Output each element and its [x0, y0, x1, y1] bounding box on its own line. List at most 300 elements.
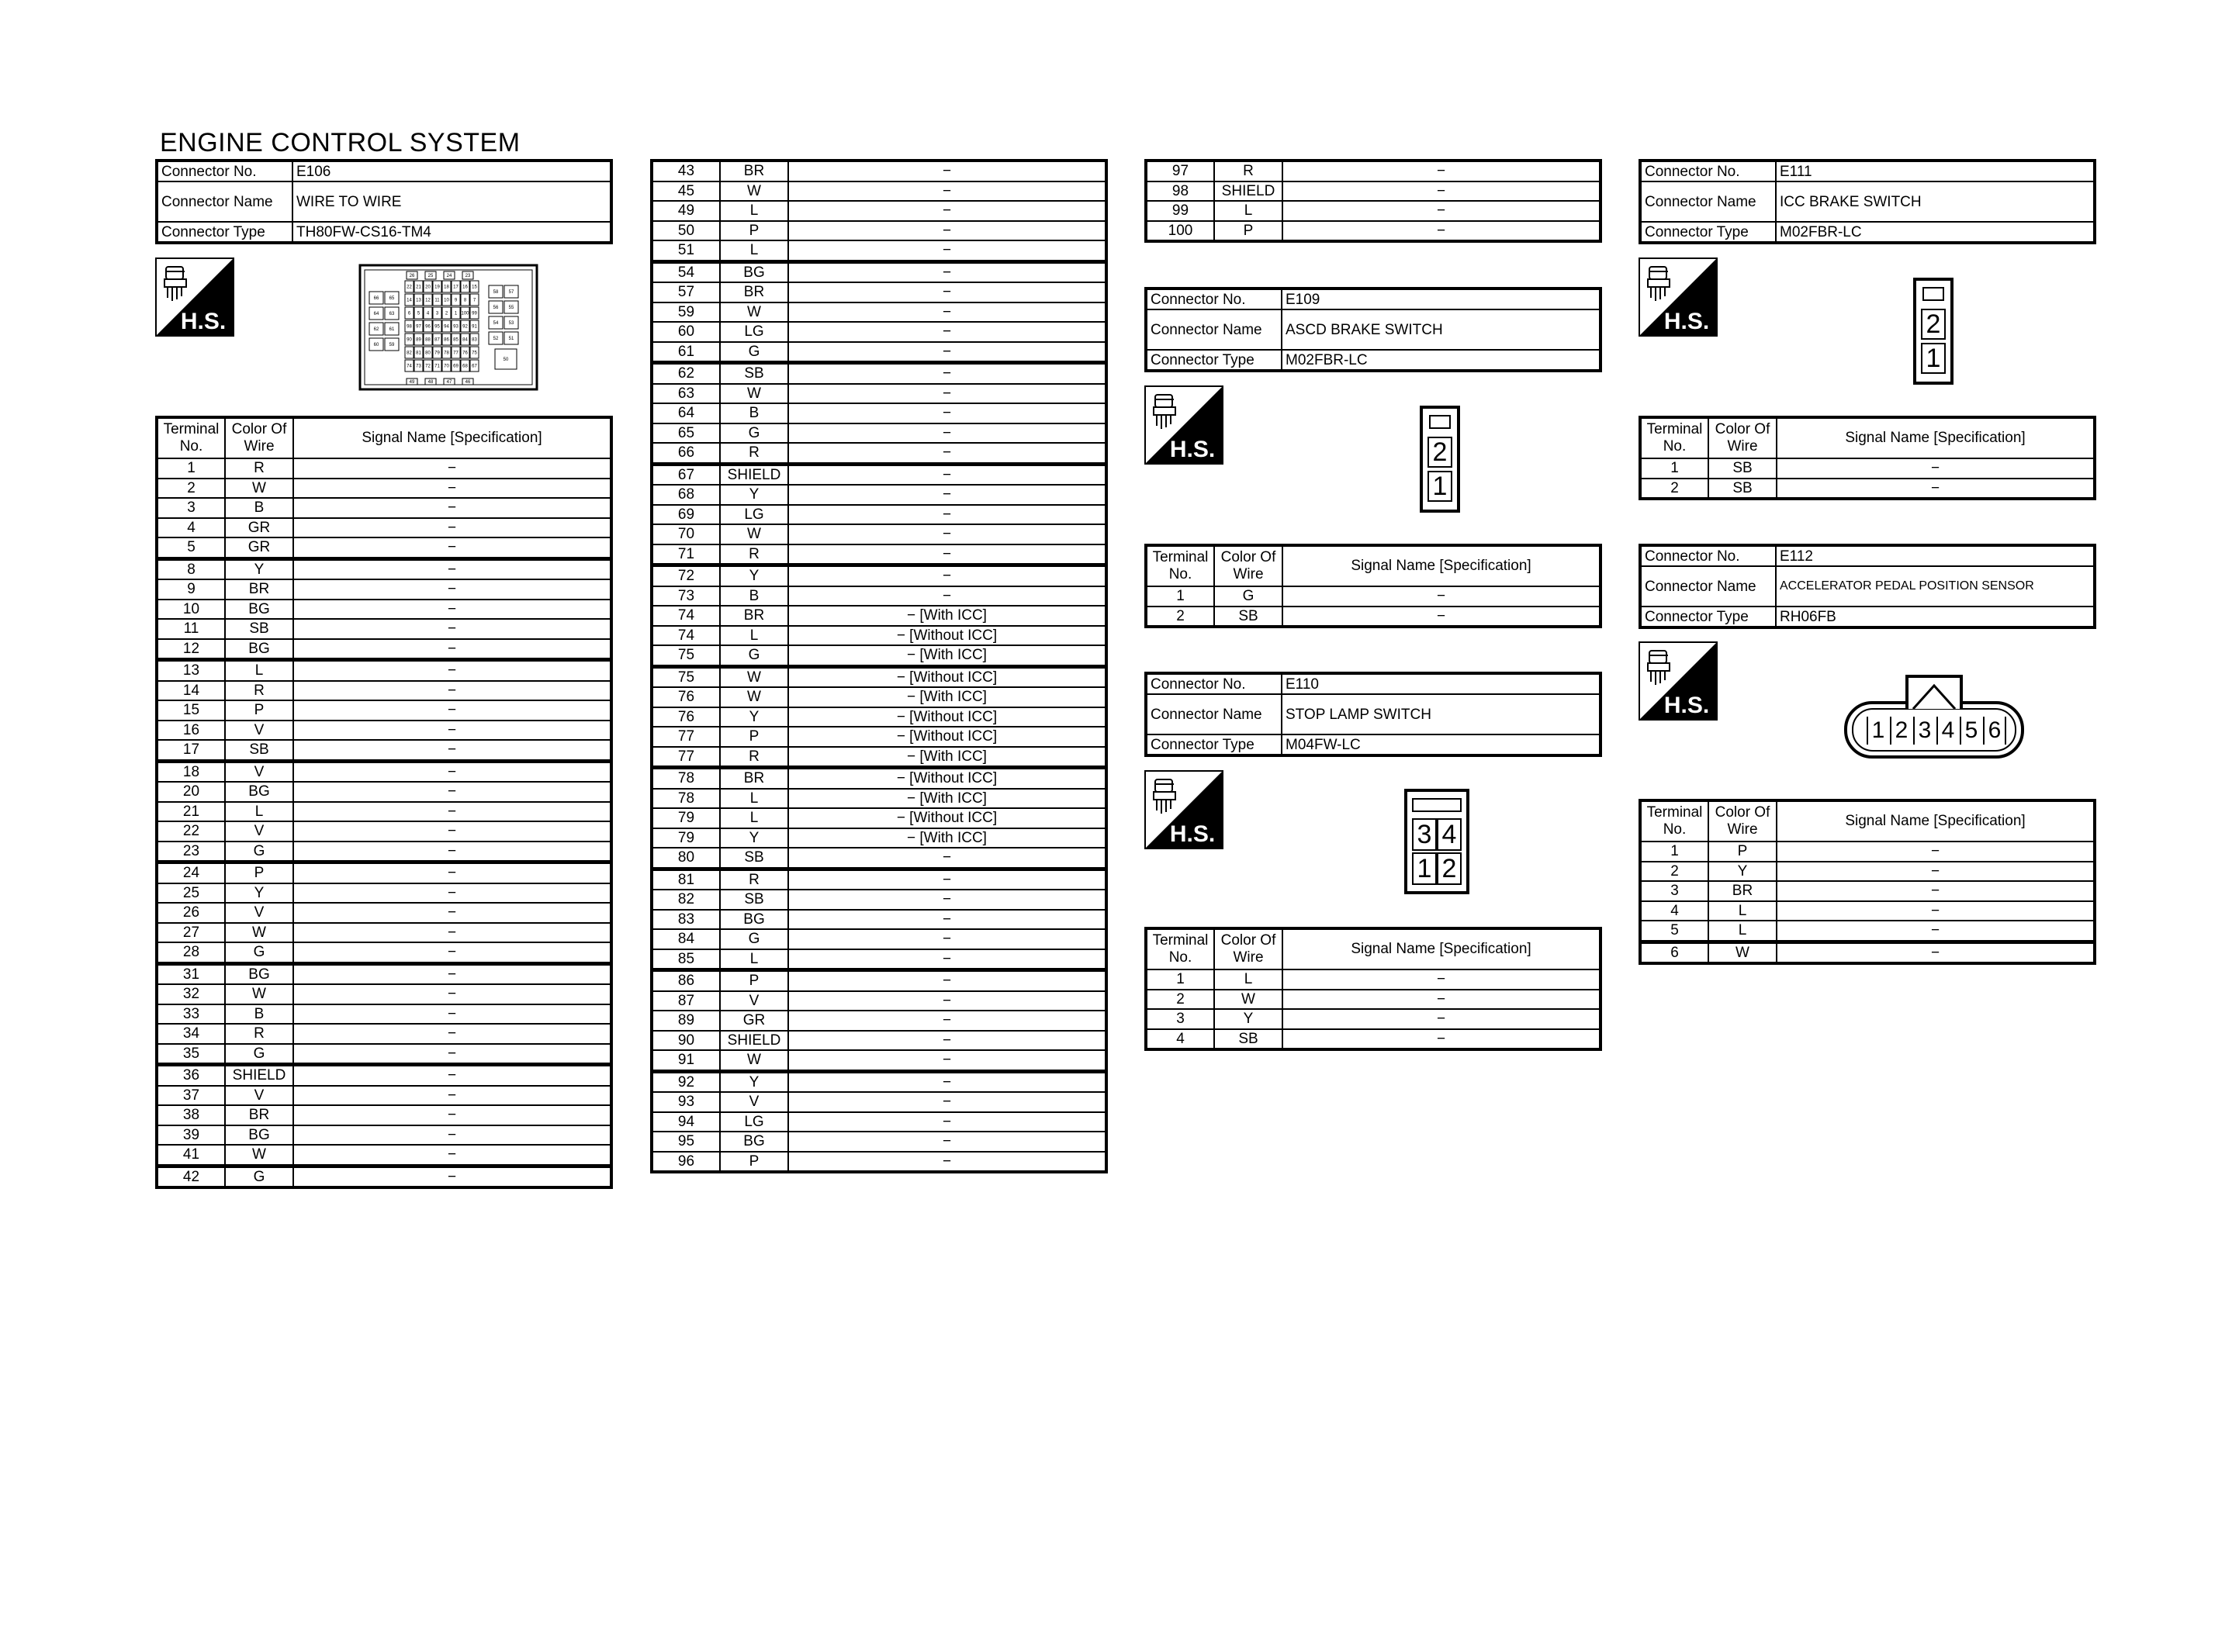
- signal-name-cell: −: [788, 161, 1106, 181]
- wire-color-cell: G: [720, 929, 788, 949]
- wire-color-cell: BG: [225, 639, 293, 660]
- pin-number: 93: [453, 324, 459, 330]
- signal-name-cell: −: [1777, 921, 2095, 942]
- terminal-row: [652, 1092, 1106, 1112]
- terminal-row: [157, 903, 611, 923]
- pin-number: 16: [462, 285, 468, 290]
- terminal-row: [652, 890, 1106, 910]
- terminal-row: [157, 1004, 611, 1025]
- connector-type-value: M02FBR-LC: [1282, 350, 1601, 371]
- terminal-row: [652, 970, 1106, 991]
- pin-number: 88: [425, 337, 431, 343]
- terminal-row: [157, 721, 611, 741]
- terminal-row: [157, 498, 611, 518]
- wire-color-cell: V: [225, 903, 293, 923]
- signal-name-cell: −: [788, 890, 1106, 910]
- hs-badge-text: H.S.: [1169, 821, 1216, 847]
- terminal-no-header: Terminal No.: [1640, 800, 1708, 842]
- terminal-row: [652, 544, 1106, 565]
- signal-name-cell: −: [293, 537, 611, 558]
- terminal-no-cell: 20: [157, 782, 225, 802]
- terminal-row: [652, 1112, 1106, 1132]
- terminal-no-cell: 100: [1146, 221, 1214, 242]
- terminal-no-cell: 1: [1146, 969, 1214, 990]
- connector-no-value: E112: [1776, 545, 2095, 566]
- signal-name-cell: − [Without ICC]: [788, 768, 1106, 789]
- terminal-no-cell: 12: [157, 639, 225, 660]
- terminal-row: [1146, 161, 1601, 181]
- connector-name-label: Connector Name: [157, 181, 292, 222]
- signal-name-cell: −: [293, 1044, 611, 1065]
- wire-color-cell: L: [1214, 201, 1282, 221]
- wire-color-cell: G: [720, 645, 788, 666]
- terminal-no-cell: 64: [652, 403, 720, 423]
- signal-name-cell: − [With ICC]: [788, 606, 1106, 626]
- signal-name-cell: −: [293, 518, 611, 538]
- terminal-row: [652, 261, 1106, 282]
- terminal-row: [1146, 181, 1601, 202]
- terminal-row: [652, 505, 1106, 525]
- terminal-no-cell: 14: [157, 681, 225, 701]
- terminal-row: [157, 579, 611, 600]
- pin-number: 72: [425, 364, 431, 369]
- terminal-row: [157, 639, 611, 660]
- pin-number: 78: [444, 351, 449, 356]
- wire-color-cell: G: [1214, 586, 1282, 607]
- pin-number: 21: [416, 285, 421, 290]
- connector-name-value: ACCELERATOR PEDAL POSITION SENSOR: [1776, 566, 2095, 607]
- terminal-no-cell: 51: [652, 240, 720, 261]
- wire-color-cell: SB: [720, 363, 788, 384]
- terminal-no-cell: 3: [1640, 881, 1708, 901]
- pin: 6: [1983, 717, 2006, 745]
- terminal-row: [157, 600, 611, 620]
- terminal-row: [157, 802, 611, 822]
- pin-number: 84: [462, 337, 468, 343]
- pin-number: 76: [462, 351, 468, 356]
- terminal-no-cell: 4: [157, 518, 225, 538]
- signal-name-cell: −: [788, 302, 1106, 323]
- terminal-no-cell: 24: [157, 862, 225, 883]
- wire-color-cell: BR: [720, 768, 788, 789]
- pin-number: 77: [453, 351, 459, 356]
- pin: 1: [1427, 471, 1452, 502]
- terminal-row: [157, 862, 611, 883]
- terminal-no-cell: 60: [652, 322, 720, 342]
- terminal-no-cell: 3: [1146, 1009, 1214, 1029]
- pin-number: 63: [389, 312, 395, 316]
- wire-color-cell: L: [720, 949, 788, 970]
- terminal-row: [157, 821, 611, 842]
- pin-number: 5: [417, 311, 420, 316]
- wire-color-cell: BG: [720, 261, 788, 282]
- pin-number: 89: [416, 337, 421, 343]
- connector-type-value: TH80FW-CS16-TM4: [292, 222, 611, 243]
- terminal-row: [652, 240, 1106, 261]
- pin-number: 81: [416, 351, 421, 356]
- terminal-no-cell: 1: [1640, 842, 1708, 862]
- pin-number: 4: [426, 311, 430, 316]
- connector-name-value: ICC BRAKE SWITCH: [1776, 181, 2095, 222]
- terminal-no-cell: 31: [157, 963, 225, 984]
- wire-color-cell: G: [225, 942, 293, 963]
- terminal-row: [652, 363, 1106, 384]
- signal-name-cell: −: [293, 842, 611, 862]
- terminal-row: [652, 1071, 1106, 1092]
- pin: 5: [1960, 717, 1981, 745]
- connector-no-label: Connector No.: [1640, 161, 1776, 181]
- pin: 2: [1437, 852, 1462, 885]
- wire-color-cell: P: [720, 221, 788, 241]
- signal-name-cell: −: [788, 524, 1106, 544]
- connector-name-label: Connector Name: [1146, 694, 1282, 734]
- signal-name-cell: −: [1282, 221, 1601, 242]
- terminal-row: [157, 1065, 611, 1086]
- signal-name-cell: −: [788, 544, 1106, 565]
- signal-name-cell: −: [1777, 842, 2095, 862]
- terminal-row: [652, 1031, 1106, 1051]
- pin-number: 53: [508, 321, 514, 326]
- wire-color-cell: Y: [225, 558, 293, 579]
- hs-badge-text: H.S.: [180, 309, 227, 334]
- terminal-no-cell: 57: [652, 282, 720, 302]
- connector-latch: [1412, 798, 1462, 812]
- terminal-row: [652, 687, 1106, 707]
- signal-name-header: Signal Name [Specification]: [1777, 417, 2095, 458]
- terminal-no-cell: 4: [1640, 901, 1708, 921]
- terminal-no-cell: 99: [1146, 201, 1214, 221]
- signal-name-cell: −: [1777, 942, 2095, 963]
- terminal-no-cell: 79: [652, 808, 720, 828]
- terminal-no-cell: 90: [652, 1031, 720, 1051]
- pin-number: 57: [508, 290, 514, 295]
- signal-name-cell: −: [788, 1071, 1106, 1092]
- pin-number: 82: [407, 351, 412, 356]
- pin-number: 80: [425, 351, 431, 356]
- signal-name-cell: −: [788, 282, 1106, 302]
- pin-number: 22: [407, 285, 412, 290]
- signal-name-cell: −: [1777, 862, 2095, 882]
- connector-info-e110: [1144, 672, 1602, 757]
- wire-color-cell: SB: [1708, 458, 1777, 479]
- terminal-no-cell: 62: [652, 363, 720, 384]
- signal-name-cell: −: [1282, 990, 1601, 1010]
- signal-name-header: Signal Name [Specification]: [1282, 928, 1601, 969]
- wire-color-cell: W: [1708, 942, 1777, 963]
- terminal-no-cell: 15: [157, 700, 225, 721]
- connector-info-e109: [1144, 287, 1602, 372]
- pin-number: 85: [453, 337, 459, 343]
- terminal-no-cell: 8: [157, 558, 225, 579]
- terminal-row: [157, 1024, 611, 1044]
- pin-number: 66: [373, 296, 379, 301]
- wire-color-cell: SB: [1214, 1029, 1282, 1050]
- terminal-no-cell: 4: [1146, 1029, 1214, 1050]
- terminal-row: [1146, 990, 1601, 1010]
- signal-name-cell: −: [788, 848, 1106, 869]
- signal-name-cell: −: [293, 740, 611, 761]
- signal-name-cell: −: [293, 558, 611, 579]
- terminal-row: [1640, 901, 2095, 921]
- signal-name-cell: −: [788, 1092, 1106, 1112]
- signal-name-cell: −: [788, 1152, 1106, 1173]
- terminal-row: [652, 808, 1106, 828]
- signal-name-cell: − [Without ICC]: [788, 626, 1106, 646]
- pin-number: 2: [445, 311, 448, 316]
- terminal-no-cell: 2: [1146, 990, 1214, 1010]
- terminal-no-header: Terminal No.: [157, 417, 225, 458]
- terminal-row: [157, 537, 611, 558]
- terminal-no-cell: 28: [157, 942, 225, 963]
- terminal-no-cell: 79: [652, 828, 720, 848]
- terminal-row: [157, 700, 611, 721]
- terminal-no-cell: 73: [652, 586, 720, 607]
- signal-name-cell: −: [788, 423, 1106, 444]
- wire-color-cell: R: [225, 1024, 293, 1044]
- wire-color-cell: W: [720, 666, 788, 687]
- pin-number: 17: [453, 285, 459, 290]
- wire-color-cell: W: [720, 384, 788, 404]
- signal-name-cell: −: [788, 949, 1106, 970]
- terminal-row: [157, 963, 611, 984]
- signal-name-cell: −: [1282, 1009, 1601, 1029]
- pin-number: 52: [493, 337, 499, 341]
- terminal-row: [652, 322, 1106, 342]
- signal-name-cell: −: [293, 1004, 611, 1025]
- signal-name-cell: −: [293, 862, 611, 883]
- terminal-no-cell: 63: [652, 384, 720, 404]
- signal-name-cell: −: [293, 1086, 611, 1106]
- signal-name-cell: −: [788, 505, 1106, 525]
- pin-number: 50: [503, 358, 509, 362]
- terminal-no-cell: 78: [652, 768, 720, 789]
- wire-color-cell: BR: [1708, 881, 1777, 901]
- pin: 3: [1913, 717, 1935, 745]
- terminal-row: [157, 681, 611, 701]
- wire-color-cell: SB: [1708, 479, 1777, 499]
- terminal-no-cell: 77: [652, 747, 720, 768]
- terminal-row: [652, 1132, 1106, 1152]
- signal-name-cell: −: [293, 681, 611, 701]
- terminal-no-cell: 25: [157, 883, 225, 904]
- terminal-no-cell: 76: [652, 707, 720, 728]
- terminal-no-cell: 89: [652, 1011, 720, 1031]
- pin-number: 58: [493, 290, 499, 295]
- connector-type-value: M04FW-LC: [1282, 734, 1601, 755]
- wire-color-cell: W: [1214, 990, 1282, 1010]
- terminal-no-cell: 37: [157, 1086, 225, 1106]
- terminal-no-cell: 98: [1146, 181, 1214, 202]
- signal-name-cell: − [With ICC]: [788, 828, 1106, 848]
- terminal-row: [1146, 586, 1601, 607]
- terminal-row: [652, 606, 1106, 626]
- pin-number: 69: [453, 364, 459, 369]
- wire-color-cell: BR: [225, 1105, 293, 1125]
- connector-latch: [1922, 287, 1944, 301]
- signal-name-cell: −: [788, 970, 1106, 991]
- terminal-no-cell: 10: [157, 600, 225, 620]
- wire-color-cell: P: [720, 970, 788, 991]
- connector-type-value: RH06FB: [1776, 607, 2095, 627]
- pin-number: 26: [409, 274, 415, 278]
- terminal-row: [652, 645, 1106, 666]
- pin-number: 49: [409, 380, 415, 385]
- signal-name-cell: −: [1282, 161, 1601, 181]
- terminal-no-cell: 92: [652, 1071, 720, 1092]
- harness-side-icon: [1639, 257, 1718, 337]
- terminal-no-cell: 67: [652, 464, 720, 485]
- pin-number: 99: [472, 311, 477, 316]
- terminal-row: [1146, 969, 1601, 990]
- signal-name-cell: −: [788, 363, 1106, 384]
- pin-number: 8: [463, 298, 467, 303]
- signal-name-cell: −: [293, 660, 611, 681]
- signal-name-cell: −: [788, 1011, 1106, 1031]
- terminal-no-cell: 3: [157, 498, 225, 518]
- terminal-no-header: Terminal No.: [1146, 928, 1214, 969]
- wire-color-cell: GR: [225, 518, 293, 538]
- signal-name-cell: −: [293, 821, 611, 842]
- signal-name-cell: − [With ICC]: [788, 645, 1106, 666]
- terminal-no-cell: 96: [652, 1152, 720, 1173]
- wire-color-cell: V: [225, 721, 293, 741]
- wire-color-header: Color Of Wire: [1214, 928, 1282, 969]
- hs-badge-text: H.S.: [1663, 309, 1710, 334]
- terminal-row: [1146, 1029, 1601, 1050]
- terminal-row: [652, 384, 1106, 404]
- wire-color-cell: L: [1214, 969, 1282, 990]
- wire-color-cell: SHIELD: [225, 1065, 293, 1086]
- harness-side-icon: [155, 257, 234, 337]
- wire-color-cell: V: [720, 1092, 788, 1112]
- terminal-row: [157, 883, 611, 904]
- hs-badge-text: H.S.: [1169, 437, 1216, 462]
- terminal-no-cell: 2: [1146, 607, 1214, 627]
- pin-number: 51: [508, 337, 514, 341]
- signal-name-cell: − [With ICC]: [788, 687, 1106, 707]
- wire-color-cell: R: [720, 443, 788, 464]
- terminal-row: [652, 869, 1106, 890]
- e110-connector-diagram: [1404, 789, 1469, 894]
- connector-latch: [1429, 415, 1451, 429]
- terminal-row: [652, 666, 1106, 687]
- signal-name-cell: −: [1777, 458, 2095, 479]
- terminal-no-cell: 42: [157, 1166, 225, 1187]
- terminal-no-cell: 93: [652, 1092, 720, 1112]
- wire-color-cell: R: [720, 544, 788, 565]
- connector-info-e112: [1639, 544, 2096, 629]
- signal-name-cell: −: [788, 929, 1106, 949]
- signal-name-cell: −: [1282, 969, 1601, 990]
- wire-color-cell: W: [225, 1145, 293, 1166]
- terminal-row: [652, 201, 1106, 221]
- pin-number: 55: [508, 306, 514, 310]
- terminal-row: [157, 1166, 611, 1187]
- wire-color-cell: LG: [720, 1112, 788, 1132]
- terminal-no-cell: 76: [652, 687, 720, 707]
- terminal-row: [1146, 201, 1601, 221]
- terminal-no-cell: 78: [652, 789, 720, 809]
- signal-name-cell: −: [1777, 479, 2095, 499]
- signal-name-cell: −: [293, 1166, 611, 1187]
- connector-type-label: Connector Type: [1146, 350, 1282, 371]
- signal-name-cell: − [With ICC]: [788, 789, 1106, 809]
- terminal-row: [157, 740, 611, 761]
- wire-color-cell: G: [720, 342, 788, 363]
- wire-color-cell: W: [720, 524, 788, 544]
- pin-number: 18: [444, 285, 449, 290]
- wire-color-cell: BG: [225, 963, 293, 984]
- connector-type-label: Connector Type: [1640, 607, 1776, 627]
- terminal-no-cell: 61: [652, 342, 720, 363]
- signal-name-cell: −: [788, 869, 1106, 890]
- pin: 2: [1427, 437, 1452, 468]
- wire-color-cell: W: [720, 181, 788, 202]
- terminal-no-cell: 33: [157, 1004, 225, 1025]
- connector-no-value: E106: [292, 161, 611, 181]
- pin-number: 25: [427, 274, 434, 278]
- pin-number: 67: [472, 364, 477, 369]
- wire-color-cell: P: [1214, 221, 1282, 242]
- terminal-no-cell: 5: [1640, 921, 1708, 942]
- wire-color-cell: G: [225, 1044, 293, 1065]
- terminal-row: [1640, 479, 2095, 499]
- terminal-row: [652, 910, 1106, 930]
- pin: 4: [1437, 818, 1462, 851]
- terminal-no-cell: 68: [652, 485, 720, 505]
- signal-name-cell: − [Without ICC]: [788, 707, 1106, 728]
- wire-color-cell: V: [225, 1086, 293, 1106]
- connector-type-value: M02FBR-LC: [1776, 222, 2095, 243]
- connector-no-value: E111: [1776, 161, 2095, 181]
- pin-number: 83: [472, 337, 477, 343]
- wire-color-header: Color Of Wire: [1214, 545, 1282, 586]
- wire-color-cell: L: [720, 201, 788, 221]
- e112-connector-diagram: [1843, 669, 2025, 760]
- pin-number: 73: [416, 364, 421, 369]
- terminal-no-cell: 5: [157, 537, 225, 558]
- wire-color-cell: BR: [720, 161, 788, 181]
- terminal-row: [157, 619, 611, 639]
- harness-side-icon: [1144, 770, 1223, 849]
- terminal-no-cell: 69: [652, 505, 720, 525]
- terminal-no-cell: 21: [157, 802, 225, 822]
- wire-color-cell: Y: [720, 707, 788, 728]
- signal-name-cell: − [Without ICC]: [788, 727, 1106, 747]
- pin: 1: [1412, 852, 1437, 885]
- wire-color-cell: SB: [225, 740, 293, 761]
- pin-number: 6: [407, 311, 411, 316]
- terminal-row: [652, 485, 1106, 505]
- signal-name-cell: −: [788, 1112, 1106, 1132]
- pin-number: 60: [373, 343, 379, 347]
- terminal-no-cell: 45: [652, 181, 720, 202]
- terminal-no-cell: 85: [652, 949, 720, 970]
- signal-name-cell: −: [1777, 881, 2095, 901]
- terminal-row: [652, 586, 1106, 607]
- pin-number: 15: [472, 285, 477, 290]
- terminal-row: [652, 929, 1106, 949]
- terminal-row: [652, 768, 1106, 789]
- pin-number: 59: [389, 343, 395, 347]
- signal-name-cell: −: [1777, 901, 2095, 921]
- terminal-no-cell: 84: [652, 929, 720, 949]
- terminal-no-cell: 77: [652, 727, 720, 747]
- pin-number: 74: [407, 364, 412, 369]
- signal-name-cell: −: [788, 1132, 1106, 1152]
- e110-terminal-table: [1144, 927, 1602, 1051]
- signal-name-cell: −: [788, 1050, 1106, 1071]
